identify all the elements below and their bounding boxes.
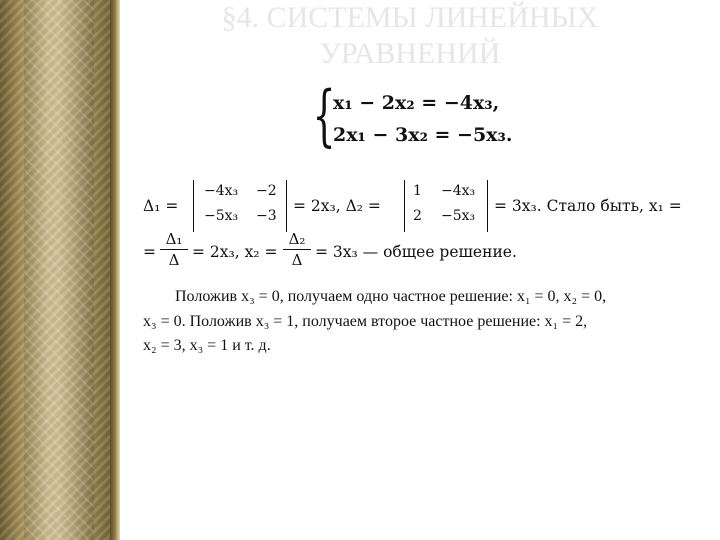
solution-middle: = 2x₃, x₂ = <box>192 243 278 261</box>
fraction-x2-denominator: Δ <box>291 251 303 269</box>
border-edge <box>110 0 120 540</box>
paragraph-line-2: x₃ = 0. Положив x₃ = 1, получаем второе частное решение: x₁ = 2, <box>143 313 588 330</box>
delta2-r1c1: 1 <box>413 183 422 199</box>
delta1-matrix <box>193 180 287 232</box>
delta1-result: = 2x₃, Δ₂ = <box>293 197 381 215</box>
fraction-x2 <box>283 230 311 269</box>
delta2-matrix <box>404 180 488 232</box>
decorative-marble-border <box>0 0 118 540</box>
fraction-x1-numerator: Δ₁ <box>165 230 183 248</box>
paragraph-line-3: x₂ = 3, x₃ = 1 и т. д. <box>143 337 271 354</box>
fraction-x2-bar <box>283 249 311 250</box>
delta1-r1c2: −2 <box>256 183 277 199</box>
delta2-r2c2: −5x₃ <box>441 208 476 224</box>
delta2-r2c1: 2 <box>413 208 422 224</box>
delta1-r2c1: −5x₃ <box>204 208 239 224</box>
delta2-result: = 3x₃. Стало быть, x₁ = <box>494 197 682 215</box>
delta1-r1c1: −4x₃ <box>204 183 239 199</box>
delta1-r2c2: −3 <box>256 208 277 224</box>
title-line-1: §4. СИСТЕМЫ ЛИНЕЙНЫХ <box>221 1 599 34</box>
fraction-x1-bar <box>160 249 188 250</box>
solution-eq-sign: = <box>143 243 156 261</box>
system-equation-1: x₁ − 2x₂ = −4x₃, <box>333 92 500 114</box>
fraction-x2-numerator: Δ₂ <box>288 230 306 248</box>
solution-tail: = 3x₃ — общее решение. <box>315 243 517 261</box>
fraction-x1 <box>160 230 188 269</box>
slide-title <box>150 0 670 72</box>
system-equation-2: 2x₁ − 3x₂ = −5x₃. <box>333 124 513 146</box>
system-brace: { <box>312 77 336 154</box>
delta2-r1c2: −4x₃ <box>441 183 476 199</box>
paragraph-line-1: Положив x₃ = 0, получаем одно частное решение: x₁ = 0, x₂ = 0, <box>175 288 607 305</box>
fraction-x1-denominator: Δ <box>168 251 180 269</box>
title-line-2: УРАВНЕНИЙ <box>319 37 501 70</box>
delta1-label: Δ₁ = <box>143 197 179 215</box>
